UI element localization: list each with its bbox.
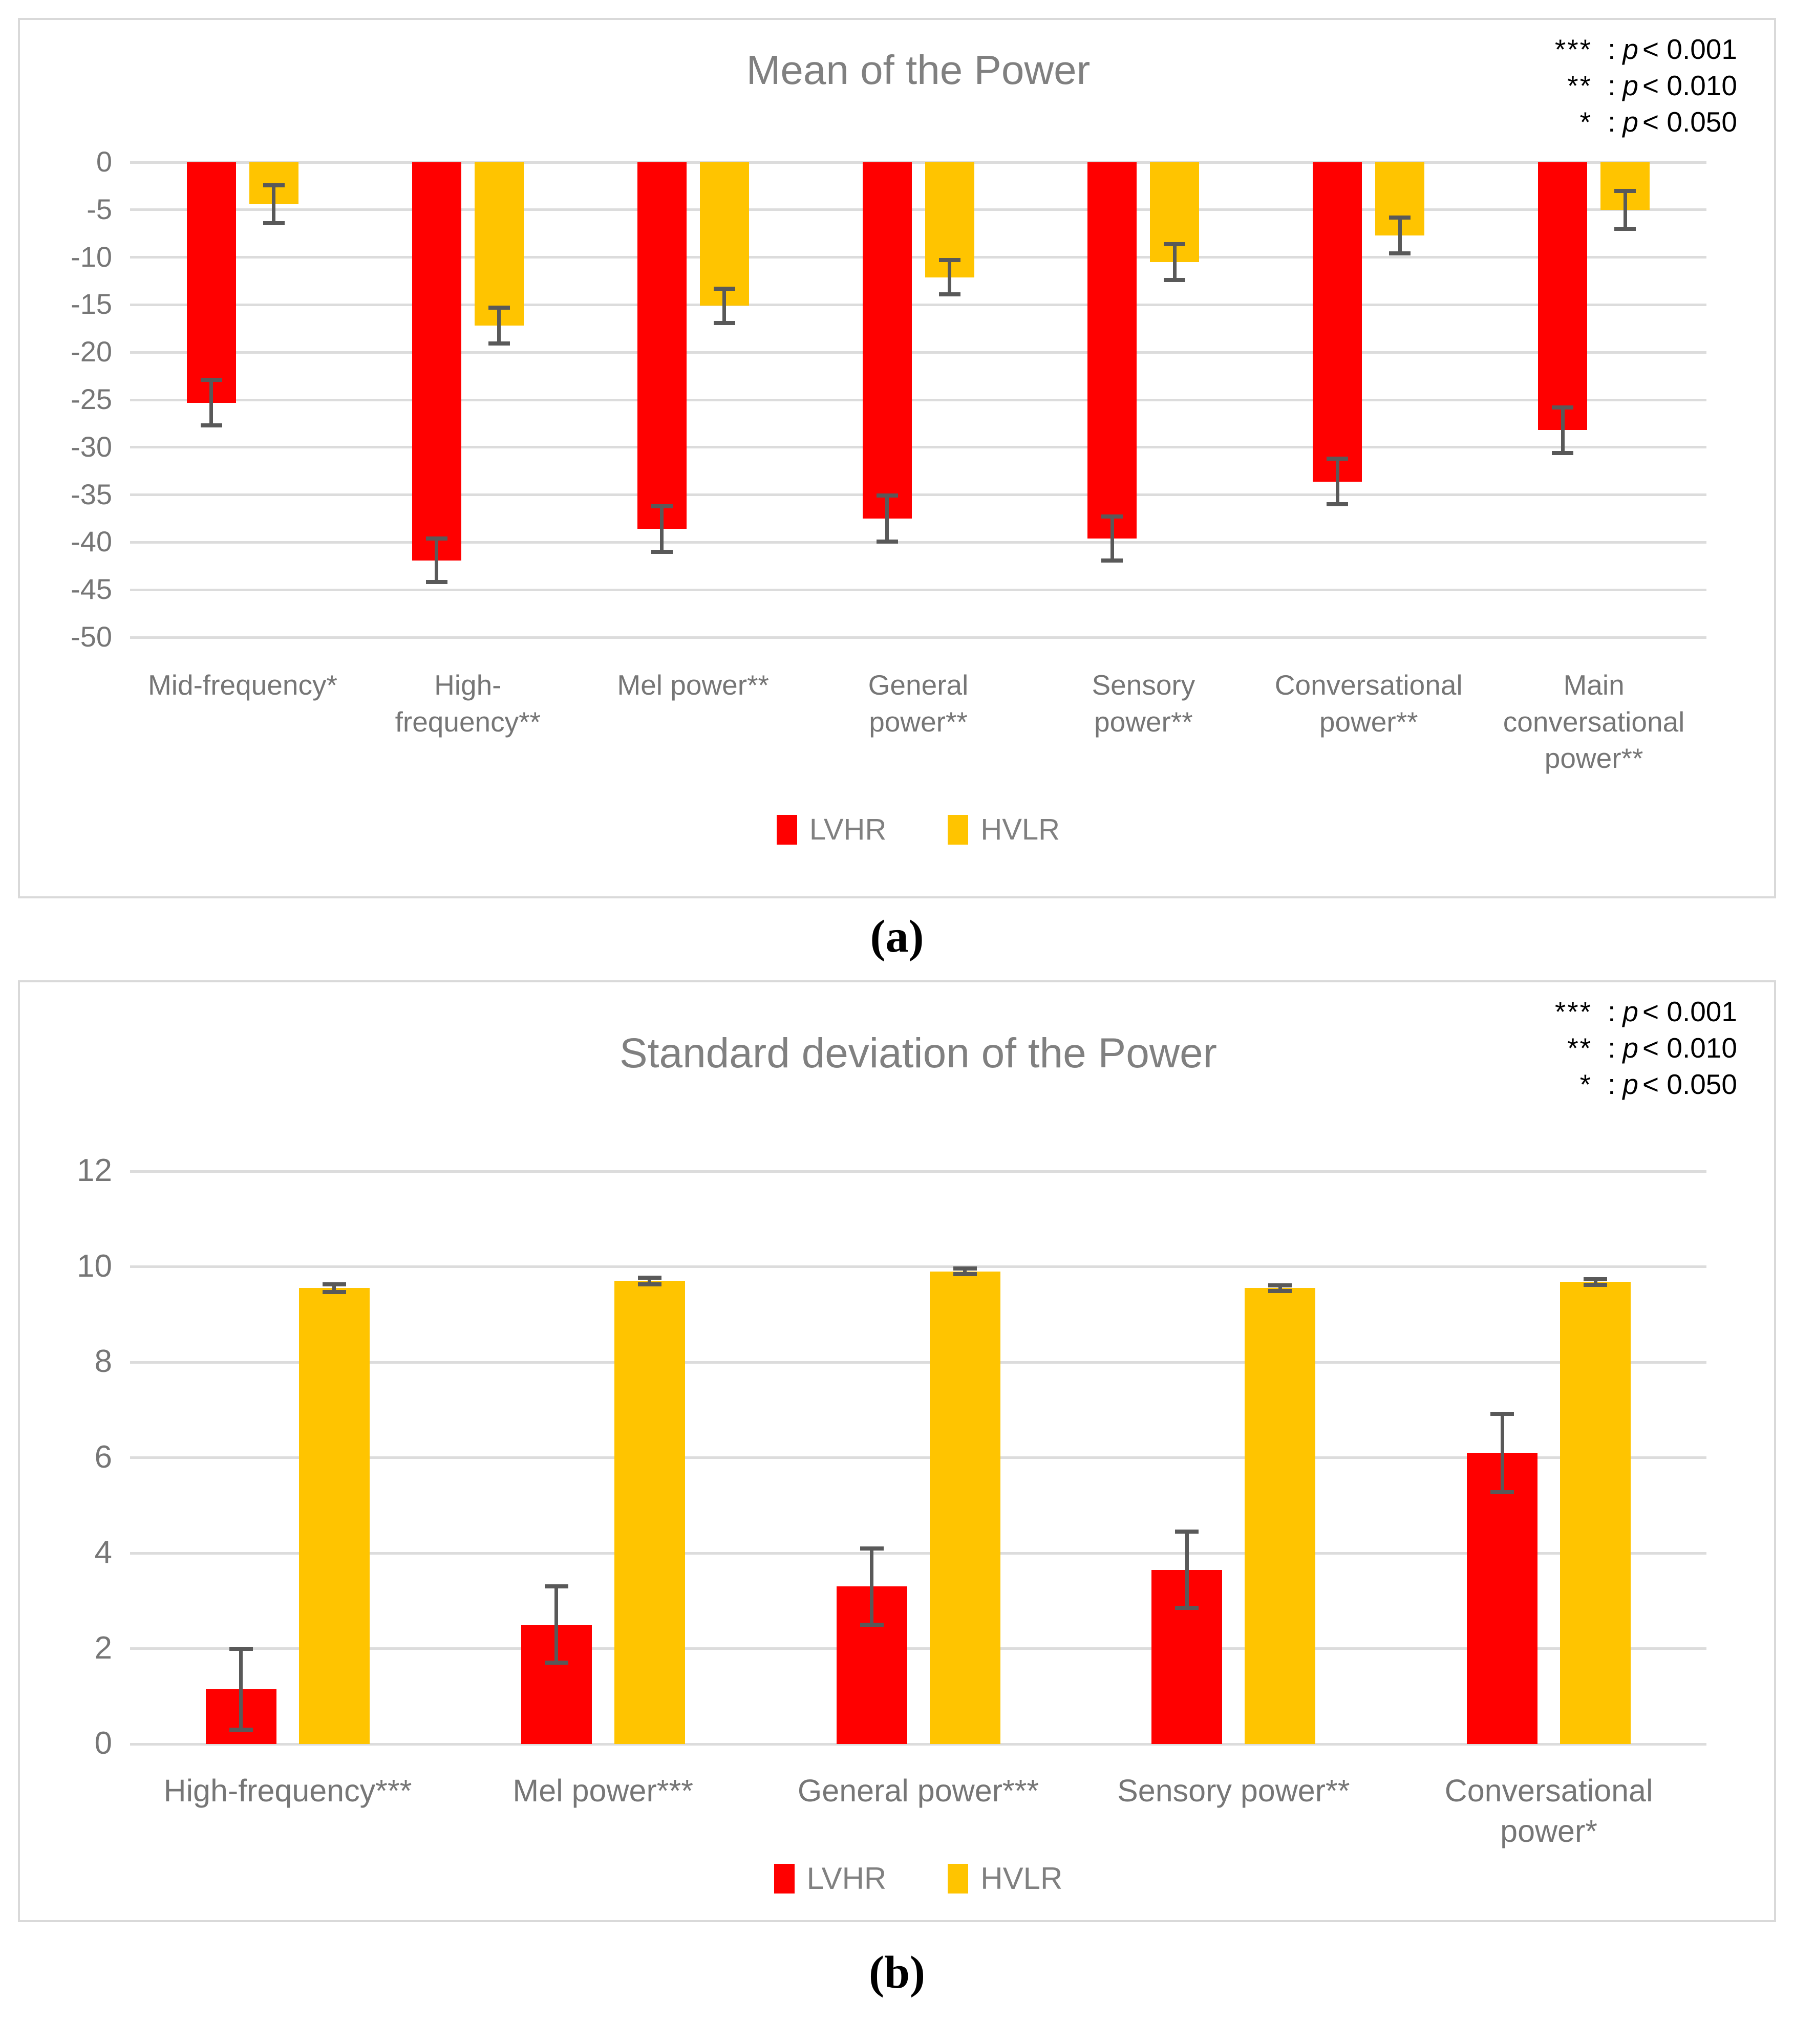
error-bar-cap-high (263, 183, 285, 187)
category-label-line: power** (1094, 705, 1193, 738)
y-axis-tick-label: -25 (71, 383, 112, 416)
error-bar-cap-high (953, 1266, 977, 1271)
error-bar-cap-high (426, 536, 447, 541)
error-bar-cap-low (323, 1290, 346, 1294)
y-axis-tick-label: 10 (77, 1248, 112, 1284)
error-bar-cap-high (229, 1647, 253, 1651)
error-bar-cap-high (1584, 1277, 1607, 1281)
sig-text-3: : p < 0.001 (1608, 996, 1737, 1027)
bar-HVLR-3 (1245, 1288, 1315, 1744)
sig-stars-2: ** (1567, 1032, 1593, 1064)
category-label-line: conversational (1503, 705, 1685, 738)
error-bar-cap-low (860, 1623, 884, 1627)
chart-title-b: Standard deviation of the Power (620, 1030, 1217, 1077)
y-axis-tick-label: 8 (94, 1344, 112, 1380)
error-bar-cap-low (1389, 251, 1411, 255)
gridline (130, 636, 1706, 639)
y-axis-tick-label: 4 (94, 1535, 112, 1570)
error-bar-cap-low (488, 341, 510, 346)
category-label-line: Mel power** (617, 669, 769, 701)
y-axis-tick-label: 0 (94, 1726, 112, 1761)
plot-area-a (71, 145, 1706, 774)
error-bar-cap-low (263, 221, 285, 225)
series-legend-b (130, 1861, 1706, 1896)
category-label-line: power** (869, 705, 968, 738)
error-bar-cap-low (426, 580, 447, 584)
y-axis-tick-label: -35 (71, 478, 112, 510)
error-bar-cap-low (953, 1272, 977, 1276)
gridline (130, 304, 1706, 306)
error-bar-LVHR-2 (660, 506, 664, 552)
error-bar-cap-high (488, 306, 510, 310)
error-bar-HVLR-5 (1398, 218, 1402, 254)
error-bar-cap-high (1175, 1530, 1199, 1534)
error-bar-cap-high (1268, 1283, 1292, 1287)
y-axis-tick-label: -20 (71, 335, 112, 368)
error-bar-cap-low (1164, 278, 1185, 282)
error-bar-cap-low (877, 540, 898, 544)
bar-HVLR-0 (299, 1288, 370, 1744)
sig-text-3: : p < 0.001 (1608, 33, 1737, 65)
error-bar-cap-low (714, 321, 735, 325)
gridline (130, 1170, 1706, 1173)
category-label-0 (134, 1771, 441, 1811)
y-axis-tick-label: -30 (71, 430, 112, 463)
category-label-line: power** (1544, 742, 1643, 774)
error-bar-cap-high (877, 493, 898, 498)
sig-text-1: : p < 0.050 (1608, 106, 1737, 138)
error-bar-HVLR-4 (1173, 244, 1177, 281)
error-bar-cap-high (1164, 242, 1185, 246)
gridline (130, 351, 1706, 354)
bar-LVHR-4 (1467, 1453, 1537, 1744)
error-bar-cap-high (1614, 189, 1636, 193)
y-axis-tick-label: -10 (71, 240, 112, 273)
error-bar-LVHR-6 (1561, 407, 1565, 453)
category-label-line: power* (1500, 1814, 1598, 1849)
bar-HVLR-2 (700, 162, 749, 306)
error-bar-cap-high (545, 1584, 568, 1588)
gridline (130, 589, 1706, 591)
legend-item-hvlr (948, 1861, 1062, 1896)
y-axis-tick-label: 12 (77, 1153, 112, 1189)
legend-swatch-lvhr (774, 1864, 795, 1894)
y-axis-tick-label: 0 (96, 145, 112, 178)
error-bar-cap-low (201, 423, 222, 427)
bar-LVHR-4 (1087, 162, 1137, 539)
panel-b (18, 980, 1776, 1922)
error-bar-cap-high (1327, 457, 1348, 461)
gridline (130, 446, 1706, 448)
y-axis-tick-label: -50 (71, 620, 112, 653)
gridline (130, 161, 1706, 164)
category-label-line: frequency** (395, 705, 541, 738)
category-label-3 (808, 667, 1029, 740)
legend-label-lvhr: LVHR (809, 813, 887, 846)
gridline (130, 493, 1706, 496)
y-axis-tick-label: -40 (71, 525, 112, 558)
category-label-4 (1033, 667, 1253, 740)
sig-stars-1: * (1579, 1068, 1593, 1100)
caption-a: (a) (870, 911, 924, 962)
category-label-3 (1080, 1771, 1387, 1811)
legend-item-hvlr (948, 812, 1060, 847)
error-bar-cap-low (651, 550, 673, 554)
error-bar-LVHR-1 (554, 1586, 558, 1663)
bar-LVHR-2 (637, 162, 687, 529)
bar-HVLR-4 (1560, 1282, 1631, 1744)
gridline (130, 256, 1706, 259)
error-bar-cap-high (1552, 405, 1573, 410)
category-label-5 (1258, 667, 1479, 740)
category-label-4 (1395, 1771, 1702, 1852)
bar-LVHR-1 (412, 162, 461, 561)
error-bar-cap-low (1552, 451, 1573, 455)
bar-LVHR-5 (1313, 162, 1362, 482)
y-axis-tick-label: -15 (71, 288, 112, 320)
category-label-line: High- (434, 669, 502, 701)
error-bar-LVHR-3 (1185, 1532, 1189, 1608)
error-bar-cap-high (1389, 216, 1411, 220)
error-bar-cap-low (1268, 1289, 1292, 1293)
category-label-line: General power*** (797, 1773, 1039, 1808)
error-bar-HVLR-0 (272, 185, 275, 223)
category-label-line: Sensory (1092, 669, 1195, 701)
category-label-6 (1484, 667, 1704, 777)
sig-stars-2: ** (1567, 70, 1593, 101)
legend-item-lvhr (777, 812, 886, 847)
category-label-line: Conversational (1444, 1773, 1653, 1808)
error-bar-LVHR-0 (239, 1649, 243, 1730)
error-bar-cap-high (1101, 514, 1123, 519)
chart-title-a: Mean of the Power (746, 47, 1091, 93)
error-bar-HVLR-3 (948, 260, 951, 294)
error-bar-LVHR-4 (1110, 517, 1114, 560)
error-bar-cap-low (939, 292, 960, 296)
category-label-line: Main (1563, 669, 1625, 701)
bar-LVHR-3 (863, 162, 912, 519)
error-bar-cap-low (545, 1661, 568, 1665)
error-bar-cap-low (1490, 1490, 1514, 1494)
sig-stars-3: *** (1554, 33, 1593, 65)
legend-label-hvlr: HVLR (980, 813, 1060, 846)
error-bar-LVHR-5 (1336, 459, 1339, 504)
error-bar-cap-high (860, 1546, 884, 1551)
y-axis-tick-label: 2 (94, 1630, 112, 1666)
error-bar-cap-low (1101, 558, 1123, 563)
error-bar-LVHR-3 (885, 496, 889, 541)
category-label-line: Mel power*** (512, 1773, 693, 1808)
error-bar-cap-high (939, 258, 960, 262)
category-label-line: Mid-frequency* (147, 669, 337, 701)
category-label-line: Conversational (1274, 669, 1463, 701)
caption-b: (b) (869, 1947, 925, 1998)
error-bar-cap-high (638, 1276, 661, 1280)
sig-text-1: : p < 0.050 (1608, 1068, 1737, 1100)
gridline (130, 541, 1706, 544)
error-bar-cap-low (638, 1282, 661, 1286)
error-bar-LVHR-4 (1501, 1414, 1504, 1492)
bar-HVLR-1 (614, 1281, 685, 1744)
error-bar-cap-low (1614, 227, 1636, 231)
error-bar-cap-high (714, 287, 735, 291)
error-bar-HVLR-6 (1624, 191, 1627, 229)
bar-LVHR-0 (187, 162, 236, 403)
category-label-1 (358, 667, 578, 740)
error-bar-LVHR-1 (435, 539, 438, 582)
error-bar-HVLR-1 (497, 308, 501, 344)
gridline (130, 399, 1706, 401)
error-bar-cap-low (229, 1728, 253, 1732)
panel-a (18, 18, 1776, 898)
category-label-line: Sensory power** (1117, 1773, 1350, 1808)
category-label-line: High-frequency*** (163, 1773, 412, 1808)
category-label-line: power** (1319, 705, 1418, 738)
legend-label-hvlr: HVLR (980, 1861, 1063, 1896)
error-bar-cap-high (323, 1282, 346, 1286)
error-bar-HVLR-2 (722, 289, 726, 323)
bar-LVHR-6 (1538, 162, 1587, 430)
plot-area-b (77, 1153, 1706, 1849)
error-bar-cap-low (1175, 1606, 1199, 1610)
error-bar-cap-high (1490, 1412, 1514, 1416)
category-label-line: General (868, 669, 969, 701)
category-label-2 (583, 667, 803, 704)
error-bar-cap-low (1584, 1283, 1607, 1287)
sig-stars-3: *** (1554, 996, 1593, 1027)
error-bar-LVHR-0 (209, 380, 213, 425)
gridline (130, 208, 1706, 211)
category-label-1 (450, 1771, 757, 1811)
error-bar-cap-high (651, 504, 673, 508)
sig-text-2: : p < 0.010 (1608, 70, 1737, 101)
bar-HVLR-1 (475, 162, 524, 326)
y-axis-tick-label: 6 (94, 1439, 112, 1475)
sig-stars-1: * (1579, 106, 1593, 138)
y-axis-tick-label: -45 (71, 573, 112, 606)
category-label-0 (133, 667, 353, 704)
error-bar-cap-high (201, 378, 222, 382)
legend-item-lvhr (774, 1861, 887, 1896)
gridline (130, 1265, 1706, 1268)
error-bar-LVHR-2 (870, 1548, 873, 1625)
legend-swatch-lvhr (777, 815, 797, 845)
series-legend-a (130, 812, 1706, 847)
sig-text-2: : p < 0.010 (1608, 1032, 1737, 1064)
category-label-2 (765, 1771, 1072, 1811)
y-axis-tick-label: -5 (87, 192, 112, 225)
error-bar-cap-low (1327, 502, 1348, 506)
legend-swatch-hvlr (948, 1864, 968, 1894)
legend-label-lvhr: LVHR (806, 1861, 887, 1896)
bar-HVLR-2 (930, 1272, 1000, 1744)
legend-swatch-hvlr (948, 815, 968, 845)
